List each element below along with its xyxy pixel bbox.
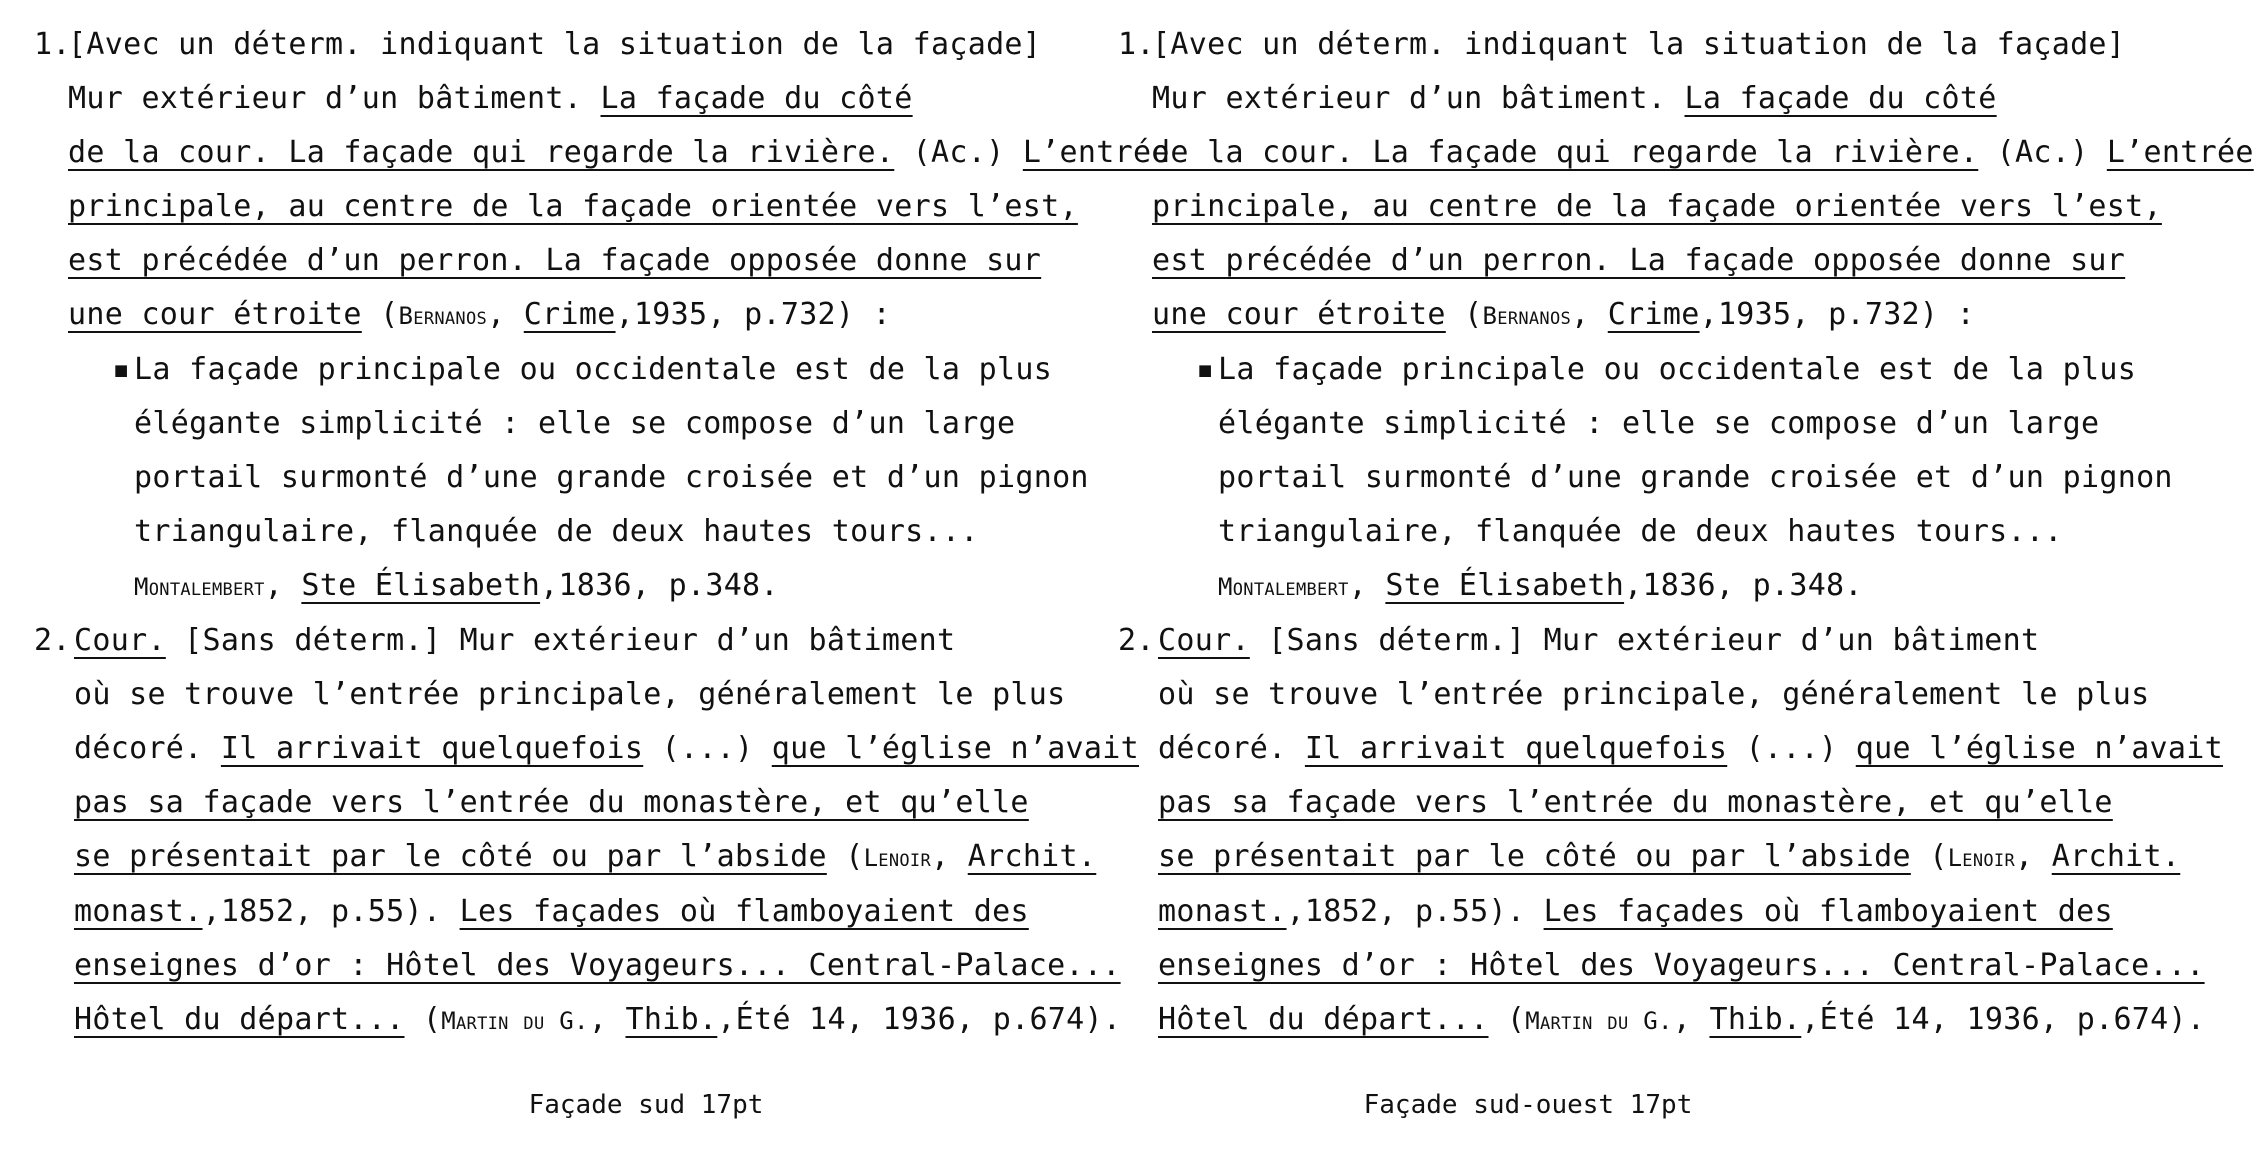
example-line: pas sa façade vers l’entrée du monastère, et qu’elle	[1158, 785, 2113, 820]
text-run: (	[826, 839, 864, 874]
example-text: de la cour. La façade qui regarde la rivière.	[68, 135, 895, 170]
entry-line	[34, 126, 1170, 180]
definition-entry-2	[34, 614, 1139, 1048]
specimen-left	[34, 18, 1170, 1048]
text-run: [Sans déterm.] Mur extérieur d’un bâtiment	[165, 623, 956, 658]
quotation-line: triangulaire, flanquée de deux hautes tours...	[1218, 514, 2063, 549]
text-run: ,	[2015, 839, 2052, 874]
work-title: Archit.	[2051, 839, 2181, 874]
headword: Cour.	[1158, 623, 1250, 658]
text-run: (	[404, 1002, 442, 1037]
entry-line: où se trouve l’entrée principale, généralement le plus	[74, 677, 1066, 712]
text-run: ,	[264, 568, 302, 603]
citation-ref: ,1935, p.732) :	[615, 297, 892, 332]
example-text: se présentait par le côté ou par l’abside	[1158, 839, 1911, 874]
specimen-caption-left: Façade sud 17pt	[528, 1090, 764, 1120]
entry-number: 1.	[34, 27, 71, 62]
quotation-line: portail surmonté d’une grande croisée et d’un pignon	[1218, 460, 2173, 495]
author-name: Montalembert	[1218, 573, 1349, 601]
example-text: Il arrivait quelquefois	[1304, 731, 1728, 766]
entry-line	[34, 830, 1097, 885]
specimen-caption-right: Façade sud-ouest 17pt	[1363, 1090, 1693, 1120]
work-title: monast.	[74, 894, 203, 929]
work-title: Thib.	[625, 1002, 718, 1037]
example-text: Il arrivait quelquefois	[220, 731, 644, 766]
entry-line: [Avec un déterm. indiquant la situation de la façade]	[68, 27, 1042, 62]
text-run: (	[1488, 1002, 1526, 1037]
example-text: L’entrée	[1022, 135, 1170, 170]
citation-ref: ,1852, p.55).	[202, 894, 460, 929]
text-run: ,	[588, 1002, 626, 1037]
text-run: ,	[487, 297, 524, 332]
author-name: Bernanos	[1482, 302, 1572, 330]
text-run: ,	[931, 839, 968, 874]
text-run: (Ac.)	[894, 135, 1023, 170]
entry-line: [Avec un déterm. indiquant la situation de la façade]	[1152, 27, 2126, 62]
example-line: est précédée d’un perron. La façade opposée donne sur	[1152, 243, 2126, 278]
example-line: enseignes d’or : Hôtel des Voyageurs... Central-Palace...	[1158, 948, 2205, 983]
work-title: Crime	[1607, 297, 1700, 332]
citation-ref: ,1836, p.348.	[540, 568, 779, 603]
quotation-line: La façade principale ou occidentale est de la plus	[134, 352, 1053, 387]
quotation-line: triangulaire, flanquée de deux hautes tours...	[134, 514, 979, 549]
specimen-right	[1118, 18, 2254, 1048]
text-run: (...)	[643, 731, 772, 766]
text-run: ,	[1348, 568, 1386, 603]
author-name: Montalembert	[134, 573, 265, 601]
citation-ref: ,1852, p.55).	[1286, 894, 1544, 929]
quotation-block	[1196, 343, 2173, 614]
entry-line	[1118, 830, 2181, 885]
definition-entry-2	[1118, 614, 2223, 1048]
entry-line	[1118, 614, 2058, 668]
author-name: Martin du G.	[441, 1007, 589, 1035]
citation-ref: ,Été 14, 1936, p.674).	[717, 1002, 1122, 1037]
text-run: décoré.	[74, 731, 221, 766]
entry-line	[1118, 72, 2058, 126]
text-run: (Ac.)	[1978, 135, 2107, 170]
text-run: (	[361, 297, 399, 332]
text-run: ,	[1571, 297, 1608, 332]
entry-line: où se trouve l’entrée principale, généralement le plus	[1158, 677, 2150, 712]
quotation-line: La façade principale ou occidentale est de la plus	[1218, 352, 2137, 387]
example-text: Hôtel du départ...	[1158, 1002, 1489, 1037]
text-run: Mur extérieur d’un bâtiment.	[68, 81, 601, 116]
entry-line	[1118, 885, 2113, 939]
quotation-source	[134, 559, 974, 614]
quotation-source	[1218, 559, 2058, 614]
example-text: La façade du côté	[1684, 81, 1997, 116]
example-text: se présentait par le côté ou par l’abside	[74, 839, 827, 874]
entry-line	[34, 288, 974, 343]
citation-ref: ,1836, p.348.	[1624, 568, 1863, 603]
text-run: ,	[1672, 1002, 1710, 1037]
citation-ref: ,Été 14, 1936, p.674).	[1801, 1002, 2206, 1037]
example-text: une cour étroite	[1152, 297, 1446, 332]
quotation-line: élégante simplicité : elle se compose d’un large	[134, 406, 1016, 441]
text-run: [Sans déterm.] Mur extérieur d’un bâtiment	[1249, 623, 2040, 658]
citation-ref: ,1935, p.732) :	[1699, 297, 1976, 332]
entry-number: 2.	[34, 623, 71, 658]
author-name: Martin du G.	[1525, 1007, 1673, 1035]
quotation-line: élégante simplicité : elle se compose d’un large	[1218, 406, 2100, 441]
quotation-block	[112, 343, 1089, 614]
example-text: que l’église n’avait	[771, 731, 1139, 766]
entry-line	[1118, 288, 2058, 343]
example-text: une cour étroite	[68, 297, 362, 332]
text-run: (...)	[1727, 731, 1856, 766]
work-title: Archit.	[967, 839, 1097, 874]
work-title: Ste Élisabeth	[1385, 568, 1625, 603]
example-line: principale, au centre de la façade orientée vers l’est,	[1152, 189, 2162, 224]
example-line: est précédée d’un perron. La façade opposée donne sur	[68, 243, 1042, 278]
example-text: Les façades où flamboyaient des	[1543, 894, 2113, 929]
entry-number: 1.	[1118, 27, 1155, 62]
author-name: Lenoir	[863, 844, 931, 872]
example-text: que l’église n’avait	[1855, 731, 2223, 766]
text-run: (	[1910, 839, 1948, 874]
entry-line	[1118, 126, 2254, 180]
work-title: Thib.	[1709, 1002, 1802, 1037]
example-text: Hôtel du départ...	[74, 1002, 405, 1037]
work-title: Ste Élisabeth	[301, 568, 541, 603]
definition-entry-1	[1118, 18, 2254, 614]
example-line: principale, au centre de la façade orientée vers l’est,	[68, 189, 1078, 224]
example-text: La façade du côté	[600, 81, 913, 116]
work-title: monast.	[1158, 894, 1287, 929]
entry-line	[34, 993, 1122, 1048]
entry-line	[34, 72, 974, 126]
bullet-icon: ▪	[112, 352, 131, 387]
text-run: décoré.	[1158, 731, 1305, 766]
quotation-line: portail surmonté d’une grande croisée et d’un pignon	[134, 460, 1089, 495]
entry-line	[1118, 722, 2223, 776]
author-name: Lenoir	[1947, 844, 2015, 872]
example-line: enseignes d’or : Hôtel des Voyageurs... Central-Palace...	[74, 948, 1121, 983]
entry-line	[34, 614, 974, 668]
bullet-icon: ▪	[1196, 352, 1215, 387]
example-text: Les façades où flamboyaient des	[459, 894, 1029, 929]
definition-entry-1	[34, 18, 1170, 614]
work-title: Crime	[523, 297, 616, 332]
text-run: Mur extérieur d’un bâtiment.	[1152, 81, 1685, 116]
example-line: pas sa façade vers l’entrée du monastère, et qu’elle	[74, 785, 1029, 820]
entry-line	[34, 722, 1139, 776]
headword: Cour.	[74, 623, 166, 658]
text-run: (	[1445, 297, 1483, 332]
author-name: Bernanos	[398, 302, 488, 330]
example-text: de la cour. La façade qui regarde la rivière.	[1152, 135, 1979, 170]
entry-number: 2.	[1118, 623, 1155, 658]
entry-line	[34, 885, 1029, 939]
example-text: L’entrée	[2106, 135, 2254, 170]
entry-line	[1118, 993, 2206, 1048]
